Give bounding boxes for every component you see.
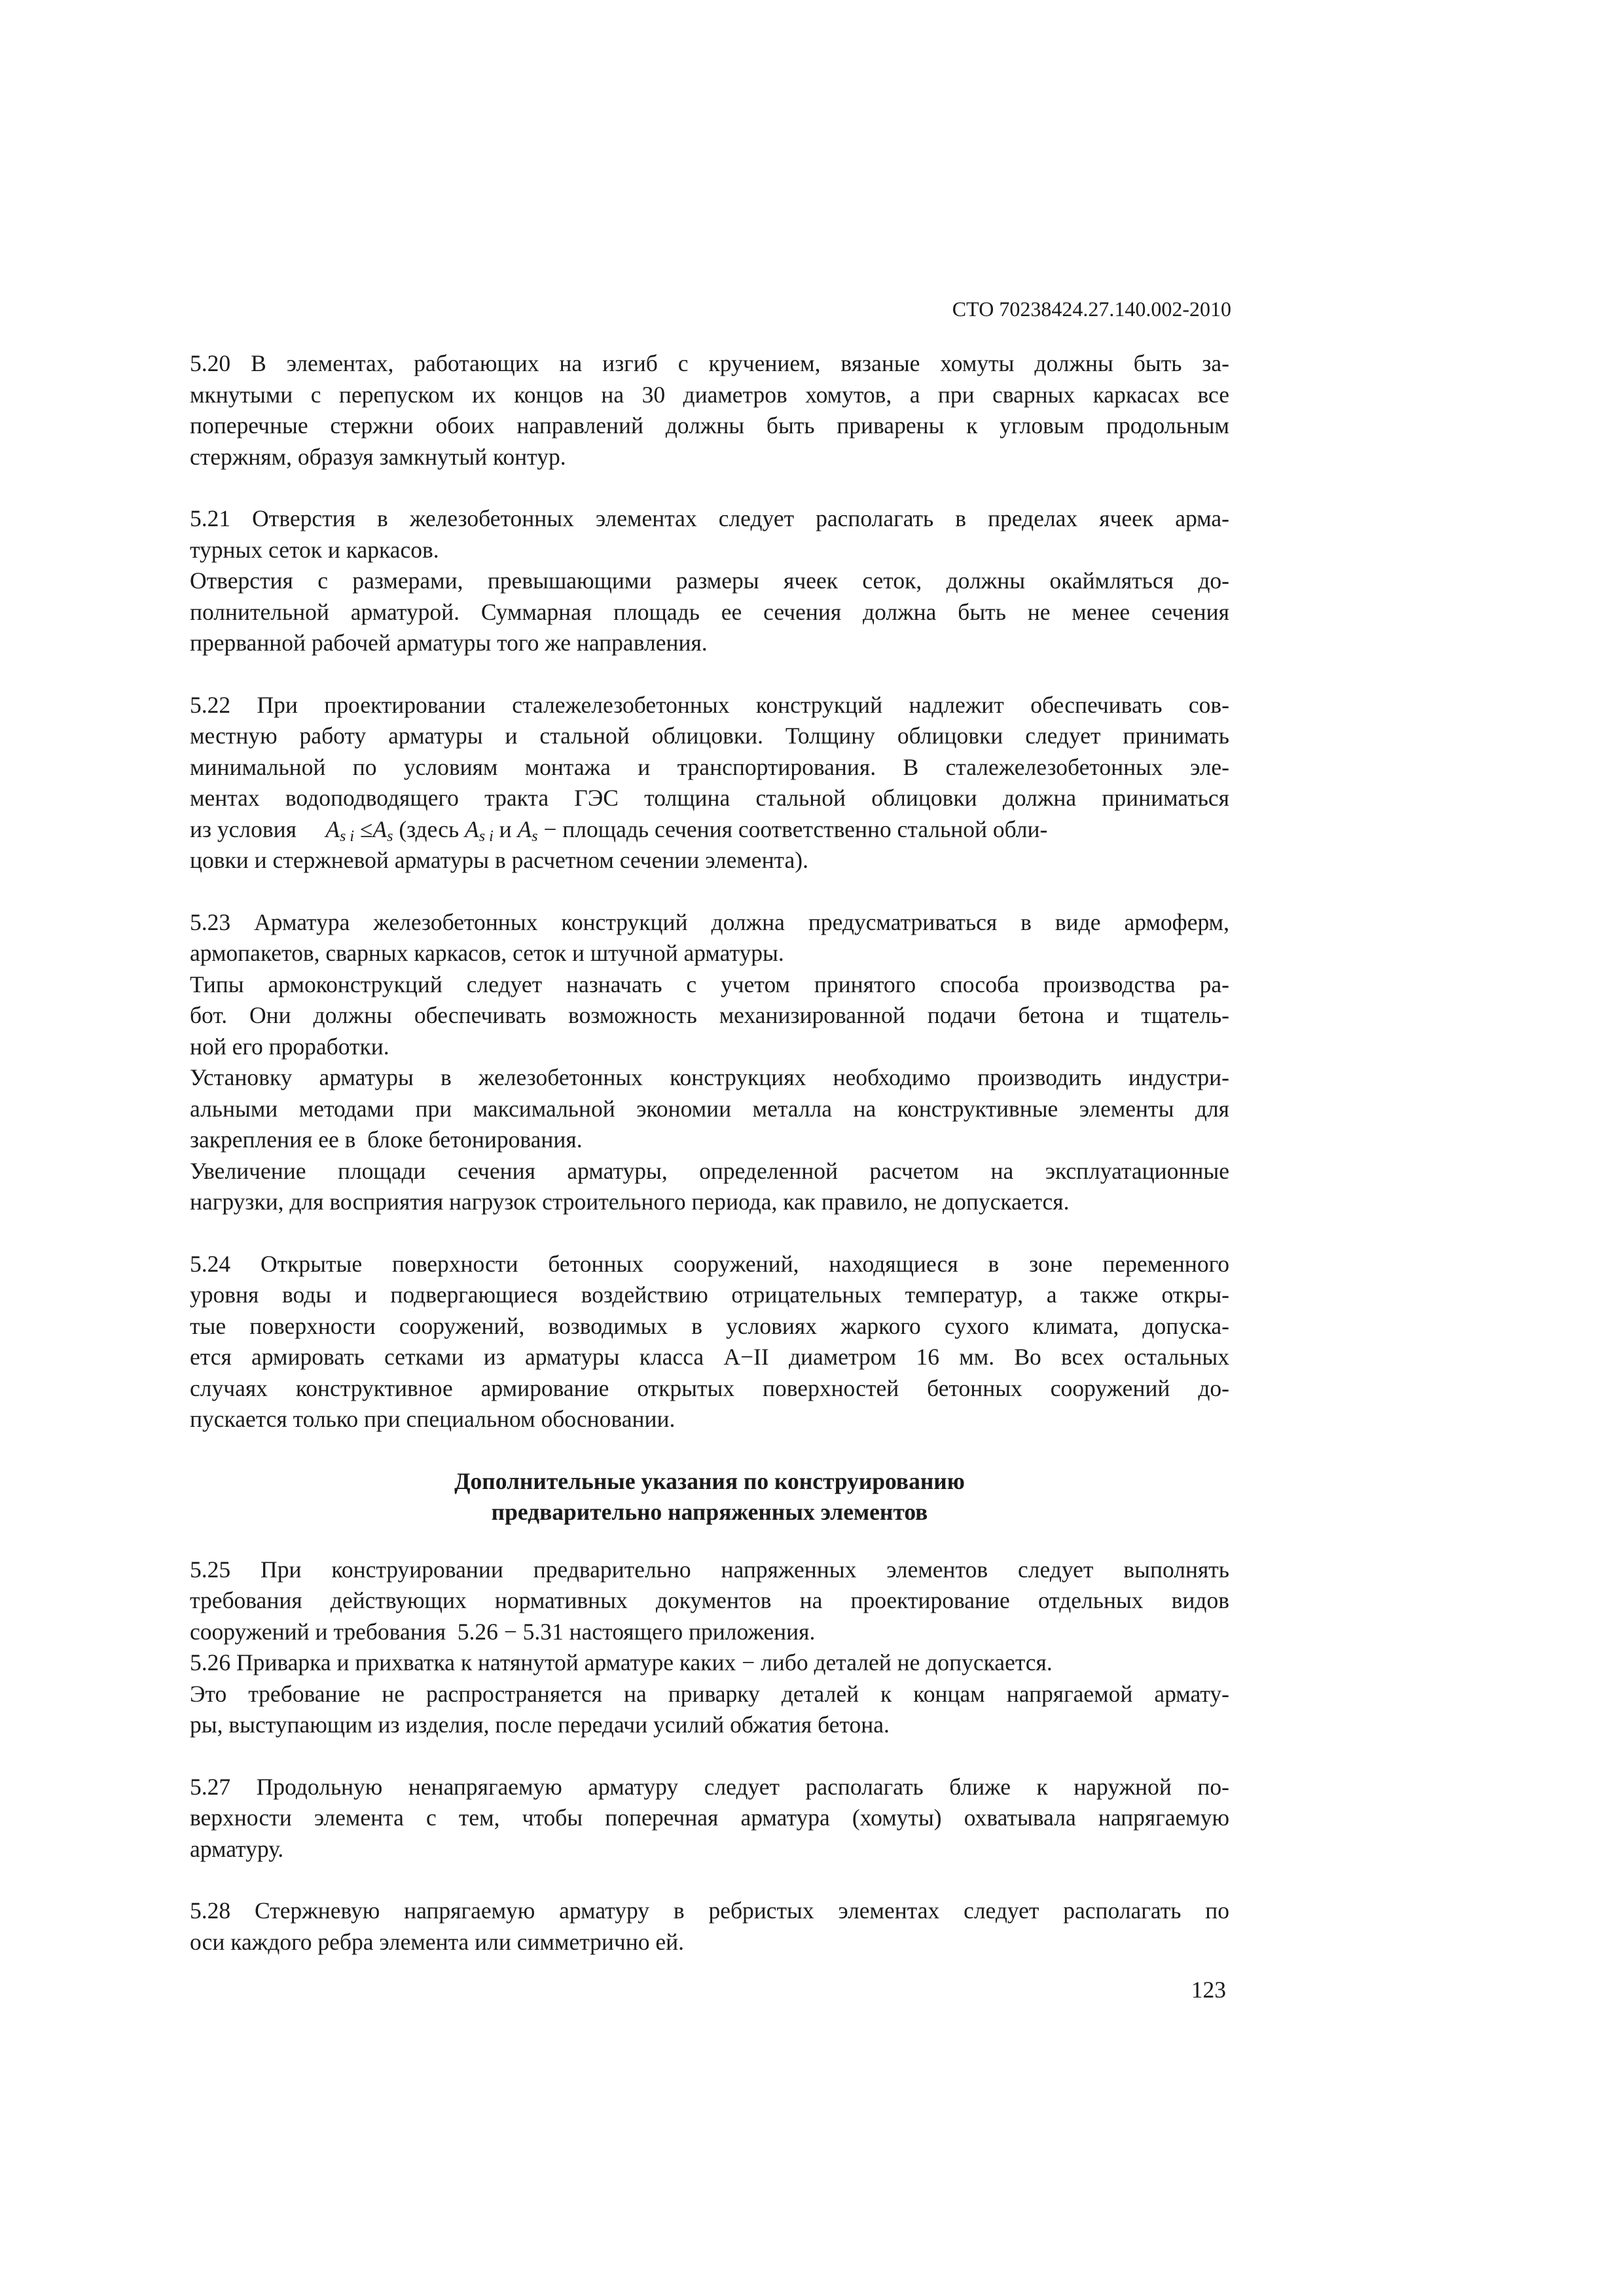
text-line: Типы армоконструкций следует назначать с учетом принятого способа производства ра-: [190, 971, 1229, 997]
text-line: ется армировать сетками из арматуры класса А−II диаметром 16 мм. Во всех остальных: [190, 1344, 1229, 1370]
text-line: ры, выступающим из изделия, после передачи усилий обжатия бетона.: [190, 1712, 890, 1738]
var-as: $A_s$: [517, 816, 538, 845]
paragraph-5-23: [190, 907, 1229, 1218]
text-line: нагрузки, для восприятия нагрузок строительного периода, как правило, не допускается.: [190, 1189, 1070, 1215]
text-line: 5.23 Арматура железобетонных конструкций должна предусматриваться в виде армоферм,: [190, 908, 1229, 935]
math-line-mid2: и: [493, 816, 518, 842]
text-line: случаях конструктивное армирование открытых поверхностей бетонных сооружений до-: [190, 1374, 1229, 1401]
page-content: [190, 348, 1229, 1958]
text-line: 5.28 Стержневую напрягаемую арматуру в ребристых элементах следует располагать по: [190, 1897, 1229, 1924]
text-line: альными методами при максимальной экономии металла на конструктивные элементы для: [190, 1095, 1229, 1122]
paragraph-5-22: [190, 690, 1229, 876]
text-line: ной его проработки.: [190, 1033, 389, 1060]
text-line: минимальной по условиям монтажа и транспортирования. В сталежелезобетонных эле-: [190, 753, 1229, 780]
text-line: 5.22 При проектировании сталежелезобетонных конструкций надлежит обеспечивать сов-: [190, 691, 1229, 718]
text-line: мкнутыми с перепуском их концов на 30 диаметров хомутов, а при сварных каркасах все: [190, 381, 1229, 408]
paragraph-5-21: [190, 503, 1229, 659]
text-line: арматуру.: [190, 1835, 284, 1862]
math-line: [190, 814, 1229, 846]
paragraph-5-20: [190, 348, 1229, 473]
heading-line-2: предварительно напряженных элементов: [491, 1499, 928, 1525]
paragraph-5-25: [190, 1554, 1229, 1741]
text-line: 5.27 Продольную ненапрягаемую арматуру следует располагать ближе к наружной по-: [190, 1773, 1229, 1800]
text-line: верхности элемента с тем, чтобы поперечная арматура (хомуты) охватывала напрягаемую: [190, 1804, 1229, 1831]
text-line: полнительной арматурой. Суммарная площадь ее сечения должна быть не менее сечения: [190, 598, 1229, 625]
math-line-mid1: (здесь: [393, 816, 465, 842]
text-line: местную работу арматуры и стальной облицовки. Толщину облицовки следует принимать: [190, 723, 1229, 749]
text-line: ментах водоподводящего тракта ГЭС толщина стальной облицовки должна приниматься: [190, 785, 1229, 811]
text-line: 5.20 В элементах, работающих на изгиб с кручением, вязаные хомуты должны быть за-: [190, 350, 1229, 376]
text-line: уровня воды и подвергающиеся воздействию отрицательных температур, а также откры-: [190, 1282, 1229, 1308]
formula-leq: ≤: [359, 816, 373, 842]
page-number: 123: [1191, 1977, 1226, 2003]
text-line: прерванной рабочей арматуры того же направления.: [190, 630, 708, 656]
text-line: бот. Они должны обеспечивать возможность механизированной подачи бетона и тщатель-: [190, 1002, 1229, 1028]
text-line: поперечные стержни обоих направлений должны быть приварены к угловым продольным: [190, 412, 1229, 439]
text-line: стержням, образуя замкнутый контур.: [190, 443, 566, 470]
text-line: Это требование не распространяется на приварку деталей к концам напрягаемой армату-: [190, 1680, 1229, 1707]
math-line-suffix: − площадь сечения соответственно стальной обли-: [537, 816, 1048, 842]
text-line: Отверстия с размерами, превышающими размеры ячеек сеток, должны окаймляться до-: [190, 567, 1229, 594]
text-line: сооружений и требования 5.26 − 5.31 настоящего приложения.: [190, 1618, 816, 1645]
paragraph-5-24: [190, 1249, 1229, 1435]
text-line: 5.25 При конструировании предварительно напряженных элементов следует выполнять: [190, 1556, 1229, 1583]
section-heading: [190, 1466, 1229, 1528]
math-line-prefix: из условия: [190, 816, 297, 842]
text-line: турных сеток и каркасов.: [190, 536, 439, 563]
text-line: пускается только при специальном обосновании.: [190, 1406, 676, 1432]
text-line: 5.24 Открытые поверхности бетонных сооружений, находящиеся в зоне переменного: [190, 1250, 1229, 1277]
text-line: требования действующих нормативных документов на проектирование отдельных видов: [190, 1587, 1229, 1613]
text-line: тые поверхности сооружений, возводимых в условиях жаркого сухого климата, допуска-: [190, 1312, 1229, 1339]
text-line: закрепления ее в блоке бетонирования.: [190, 1126, 583, 1153]
var-asi: $A_{s i}$: [465, 816, 494, 845]
document-code: СТО 70238424.27.140.002-2010: [952, 297, 1231, 321]
text-line: оси каждого ребра элемента или симметрично ей.: [190, 1928, 685, 1955]
text-line: цовки и стержневой арматуры в расчетном сечении элемента).: [190, 847, 808, 873]
text-line: 5.21 Отверстия в железобетонных элементах следует располагать в пределах ячеек арма-: [190, 505, 1229, 531]
heading-line-1: Дополнительные указания по конструированию: [454, 1467, 965, 1494]
paragraph-5-28: [190, 1895, 1229, 1958]
text-line: Установку арматуры в железобетонных конструкциях необходимо производить индустри-: [190, 1064, 1229, 1090]
paragraph-5-27: [190, 1772, 1229, 1865]
text-line: армопакетов, сварных каркасов, сеток и штучной арматуры.: [190, 940, 784, 966]
formula-as: $A_s$: [372, 816, 393, 845]
text-line: 5.26 Приварка и прихватка к натянутой арматуре каких − либо деталей не допускается.: [190, 1649, 1053, 1676]
text-line: Увеличение площади сечения арматуры, определенной расчетом на эксплуатационные: [190, 1157, 1229, 1184]
formula-asi: $A_{s i}$: [325, 816, 355, 845]
